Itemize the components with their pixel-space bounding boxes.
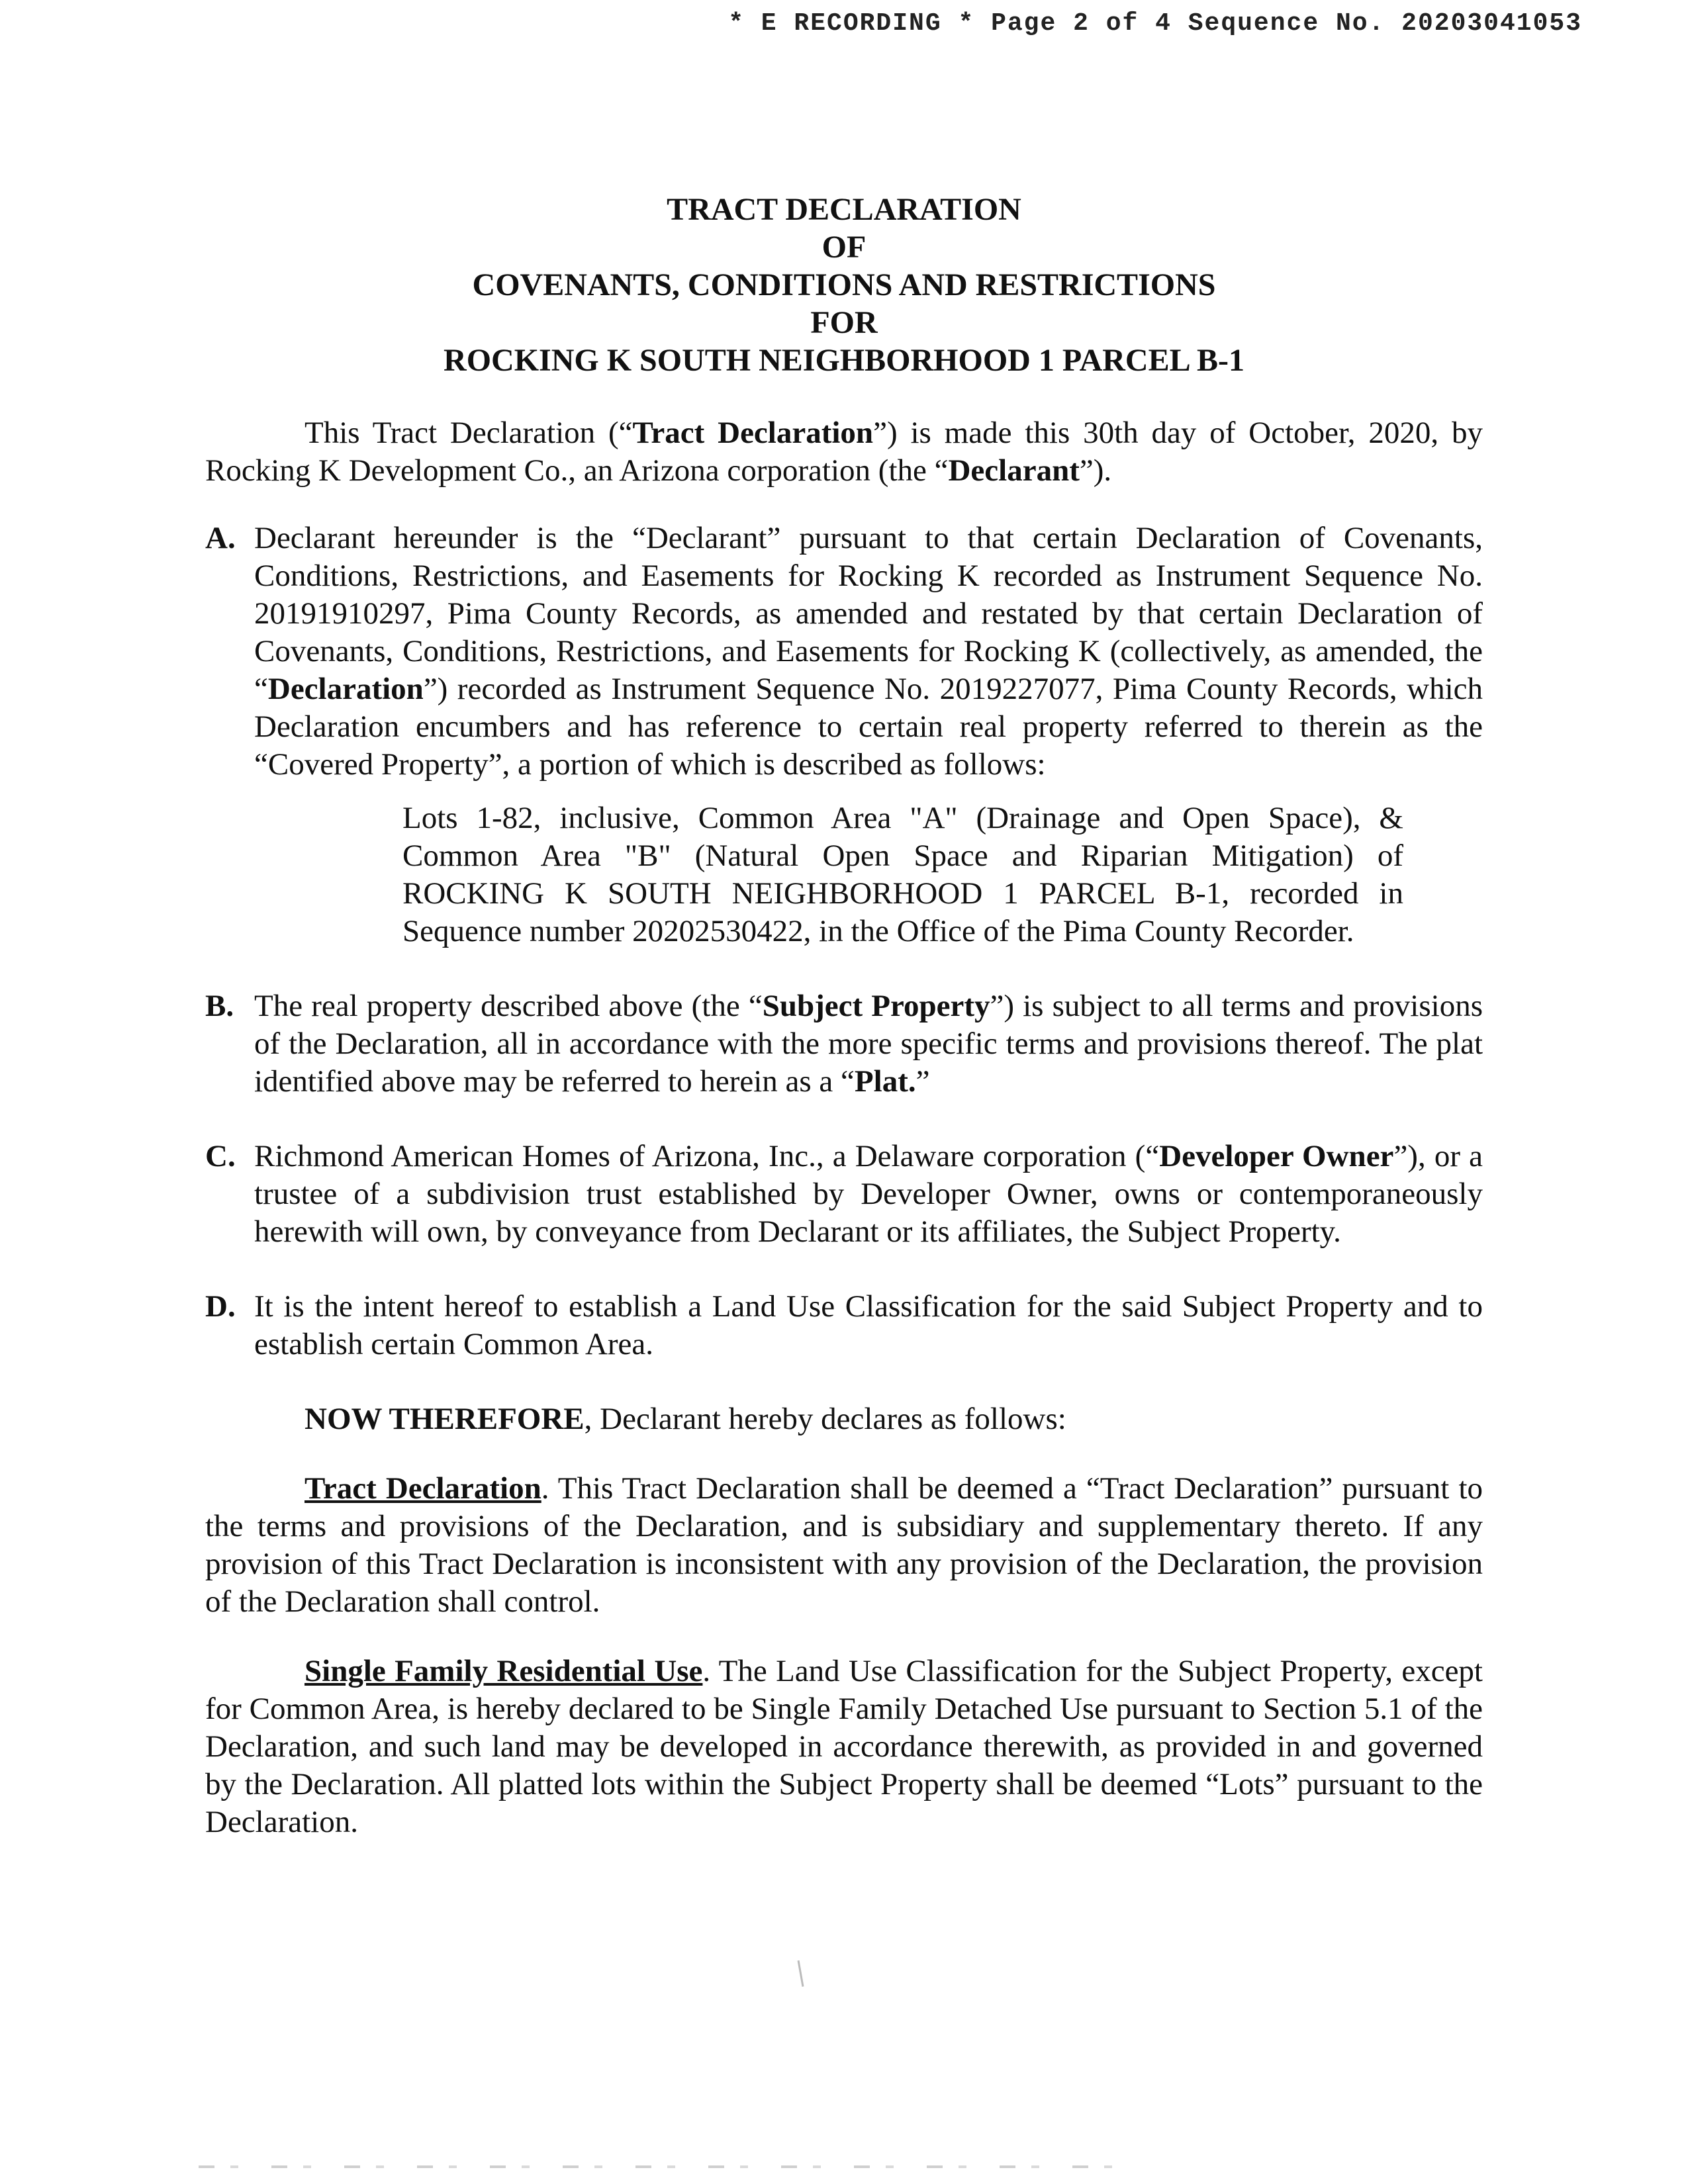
document-body xyxy=(205,414,1483,1873)
intro-text-1: This Tract Declaration (“ xyxy=(305,416,633,450)
section-single-family-text: . The Land Use Classification for the Subject Property, except for Common Area, is hereby declared to be Single Family Detached Use pursuant to Section 5.1 of the Declaration, and such land may be developed in accordance therewith, as provided in and governed by the Declaration. All platted lots within the Subject Property shall be deemed “Lots” pursuant to the Declaration. xyxy=(205,1654,1483,1839)
recital-b-text-2: ”) is subject to all terms and provisions of the Declaration, all in accordance with the more specific terms and provisions thereof. The plat identified above may be referred to herein as a “ xyxy=(254,989,1483,1099)
intro-bold-tract-declaration: Tract Declaration xyxy=(632,416,874,450)
section-heading-single-family: Single Family Residential Use xyxy=(305,1654,703,1688)
recital-c-text-1: Richmond American Homes of Arizona, Inc., a Delaware corporation (“ xyxy=(254,1139,1160,1173)
now-therefore-bold: NOW THEREFORE xyxy=(305,1402,585,1436)
recital-a-bold-declaration: Declaration xyxy=(267,672,424,706)
now-therefore-text: , Declarant hereby declares as follows: xyxy=(584,1402,1066,1436)
title-line-1: TRACT DECLARATION xyxy=(667,192,1021,227)
document-title xyxy=(0,191,1688,379)
recital-b-text-1: The real property described above (the “ xyxy=(254,989,763,1023)
recital-c-text-2: ”), or a trustee of a subdivision trust established by Developer Owner, owns or contemporaneously herewith will own, by conveyance from Declarant or its affiliates, the Subject Property. xyxy=(254,1139,1483,1249)
now-therefore-paragraph xyxy=(205,1400,1483,1438)
title-line-5: ROCKING K SOUTH NEIGHBORHOOD 1 PARCEL B-1 xyxy=(444,343,1244,378)
section-tract-declaration xyxy=(205,1470,1483,1621)
recital-marker: B. xyxy=(205,989,234,1023)
section-heading-tract-declaration: Tract Declaration xyxy=(305,1471,541,1506)
title-line-3: COVENANTS, CONDITIONS AND RESTRICTIONS xyxy=(472,267,1216,302)
recital-d xyxy=(205,1288,1483,1363)
title-line-4: FOR xyxy=(810,305,878,340)
legal-description: Lots 1-82, inclusive, Common Area "A" (Drainage and Open Space), & Common Area "B" (Natural Open Space and Riparian Mitigation) of ROCKING K SOUTH NEIGHBORHOOD 1 PARCEL B-1, recorded in Sequence number 20202530422, in the Office of the Pima County Recorder. xyxy=(402,801,1403,948)
recital-b-text-3: ” xyxy=(915,1064,930,1099)
recital-d-text: It is the intent hereof to establish a Land Use Classification for the said Subject Property and to establish certain Common Area. xyxy=(254,1289,1483,1361)
recording-header: * E RECORDING * Page 2 of 4 Sequence No. 20203041053 xyxy=(728,9,1582,38)
recital-marker: D. xyxy=(205,1289,236,1324)
recital-b-text xyxy=(254,987,1483,1101)
recital-c-text xyxy=(254,1138,1483,1251)
recital-a-text-2: ”) recorded as Instrument Sequence No. 2019227077, Pima County Records, which Declaration encumbers and has reference to certain real property referred to therein as the “Covered Property”, a portion of which is described as follows: xyxy=(254,672,1483,782)
recital-marker: A. xyxy=(205,521,236,555)
recital-marker: C. xyxy=(205,1139,236,1173)
recital-b-bold-plat: Plat. xyxy=(854,1064,916,1099)
recital-a-text xyxy=(254,520,1483,784)
section-single-family-use xyxy=(205,1653,1483,1841)
recital-a xyxy=(205,520,1483,950)
scan-artifact-mark xyxy=(798,1960,804,1987)
recital-c-bold-developer-owner: Developer Owner xyxy=(1159,1139,1394,1173)
intro-paragraph xyxy=(205,414,1483,490)
title-line-2: OF xyxy=(821,230,867,265)
intro-text-2: ”) is made this 30th day of October, 2020, by Rocking K Development Co., an Arizona corporation (the “ xyxy=(205,416,1483,488)
intro-bold-declarant: Declarant xyxy=(948,453,1080,488)
intro-text-3: ”). xyxy=(1079,453,1112,488)
section-tract-text: . This Tract Declaration shall be deemed a “Tract Declaration” pursuant to the terms and provisions of the Declaration, and is subsidiary and supplementary thereto. If any provision of this Tract Declaration is inconsistent with any provision of the Declaration, the provision of the Declaration shall control. xyxy=(205,1471,1483,1619)
recital-b xyxy=(205,987,1483,1101)
recital-b-bold-subject-property: Subject Property xyxy=(762,989,990,1023)
recital-c xyxy=(205,1138,1483,1251)
scan-artifact-bottom xyxy=(199,2165,1125,2168)
recital-a-text-1: Declarant hereunder is the “Declarant” pursuant to that certain Declaration of Covenants, Conditions, Restrictions, and Easements for Rocking K recorded as Instrument Sequence No. 20191910297, Pima County Records, as amended and restated by that certain Declaration of Covenants, Conditions, Restrictions, and Easements for Rocking K (collectively, as amended, the “ xyxy=(254,521,1483,706)
recital-a-content xyxy=(254,520,1483,950)
